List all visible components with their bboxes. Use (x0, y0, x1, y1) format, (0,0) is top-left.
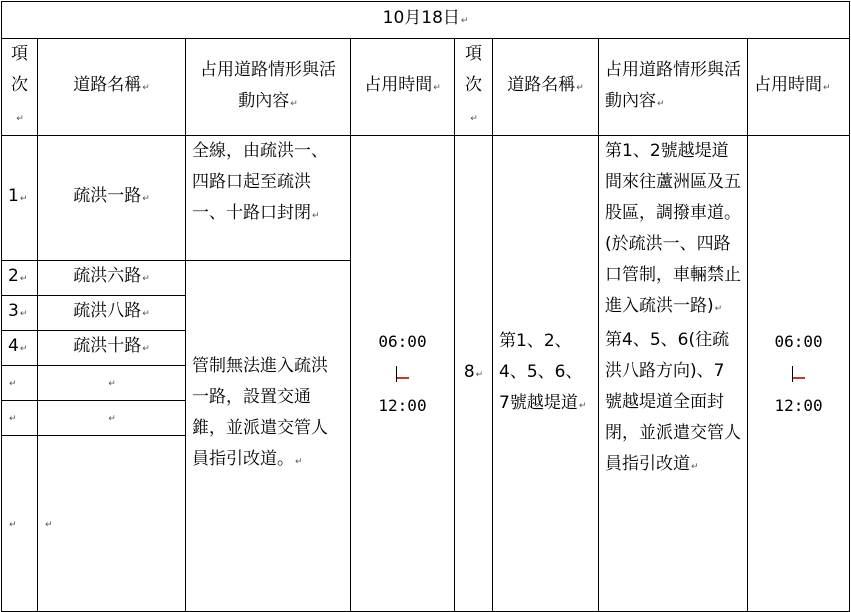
header-occupation-time-2: 占用時間↵ (748, 39, 850, 136)
title-row (2, 2, 850, 39)
header-row (2, 39, 850, 136)
date-title: 10月18日↵ (2, 2, 850, 39)
row-number: 3↵ (2, 296, 38, 331)
road-name: 疏洪六路↵ (38, 261, 186, 296)
road-name: ↵ (38, 401, 186, 436)
header-item-no: 項次↵ (2, 39, 38, 136)
road-name: 疏洪十路↵ (38, 331, 186, 366)
row-number: 2↵ (2, 261, 38, 296)
table-row (2, 136, 850, 261)
road-name: 疏洪一路↵ (38, 136, 186, 261)
occupation-time-left: 06:00 12:00 (351, 136, 455, 612)
row-number: 1↵ (2, 136, 38, 261)
road-name: ↵ (38, 366, 186, 401)
right-row-number: 8↵ (455, 136, 493, 612)
header-road-name: 道路名稱↵ (38, 39, 186, 136)
occupation-time-right: 06:00 12:00 (748, 136, 850, 612)
row-number: ↵ (2, 401, 38, 436)
occupation-content: 全線，由疏洪一、四路口起至疏洪一、十路口封閉↵ (186, 136, 351, 261)
header-occupation-time: 占用時間↵ (351, 39, 455, 136)
road-name: ↵ (38, 436, 186, 612)
right-occupation-content: 第1、2號越堤道間來往蘆洲區及五股區，調撥車道。(於疏洪一、四路口管制，車輛禁止進入疏洪一路)↵ 第4、5、6(往疏洪八路方向)、7號越堤道全面封閉，並派遣交管人員指引改道↵ (599, 136, 748, 612)
road-name: 疏洪八路↵ (38, 296, 186, 331)
header-item-no-2: 項次↵ (455, 39, 493, 136)
shared-occupation-content: 管制無法進入疏洪一路，設置交通錐，並派遣交管人員指引改道。↵ (186, 261, 351, 612)
row-number: ↵ (2, 436, 38, 612)
header-occupation-content-2: 占用道路情形與活動內容↵ (599, 39, 748, 136)
header-occupation-content: 占用道路情形與活動內容↵ (186, 39, 351, 136)
road-occupation-table (1, 1, 850, 612)
right-road-name: 第1、2、4、5、6、7號越堤道↵ (493, 136, 599, 612)
row-number: ↵ (2, 366, 38, 401)
row-number: 4↵ (2, 331, 38, 366)
header-road-name-2: 道路名稱↵ (493, 39, 599, 136)
